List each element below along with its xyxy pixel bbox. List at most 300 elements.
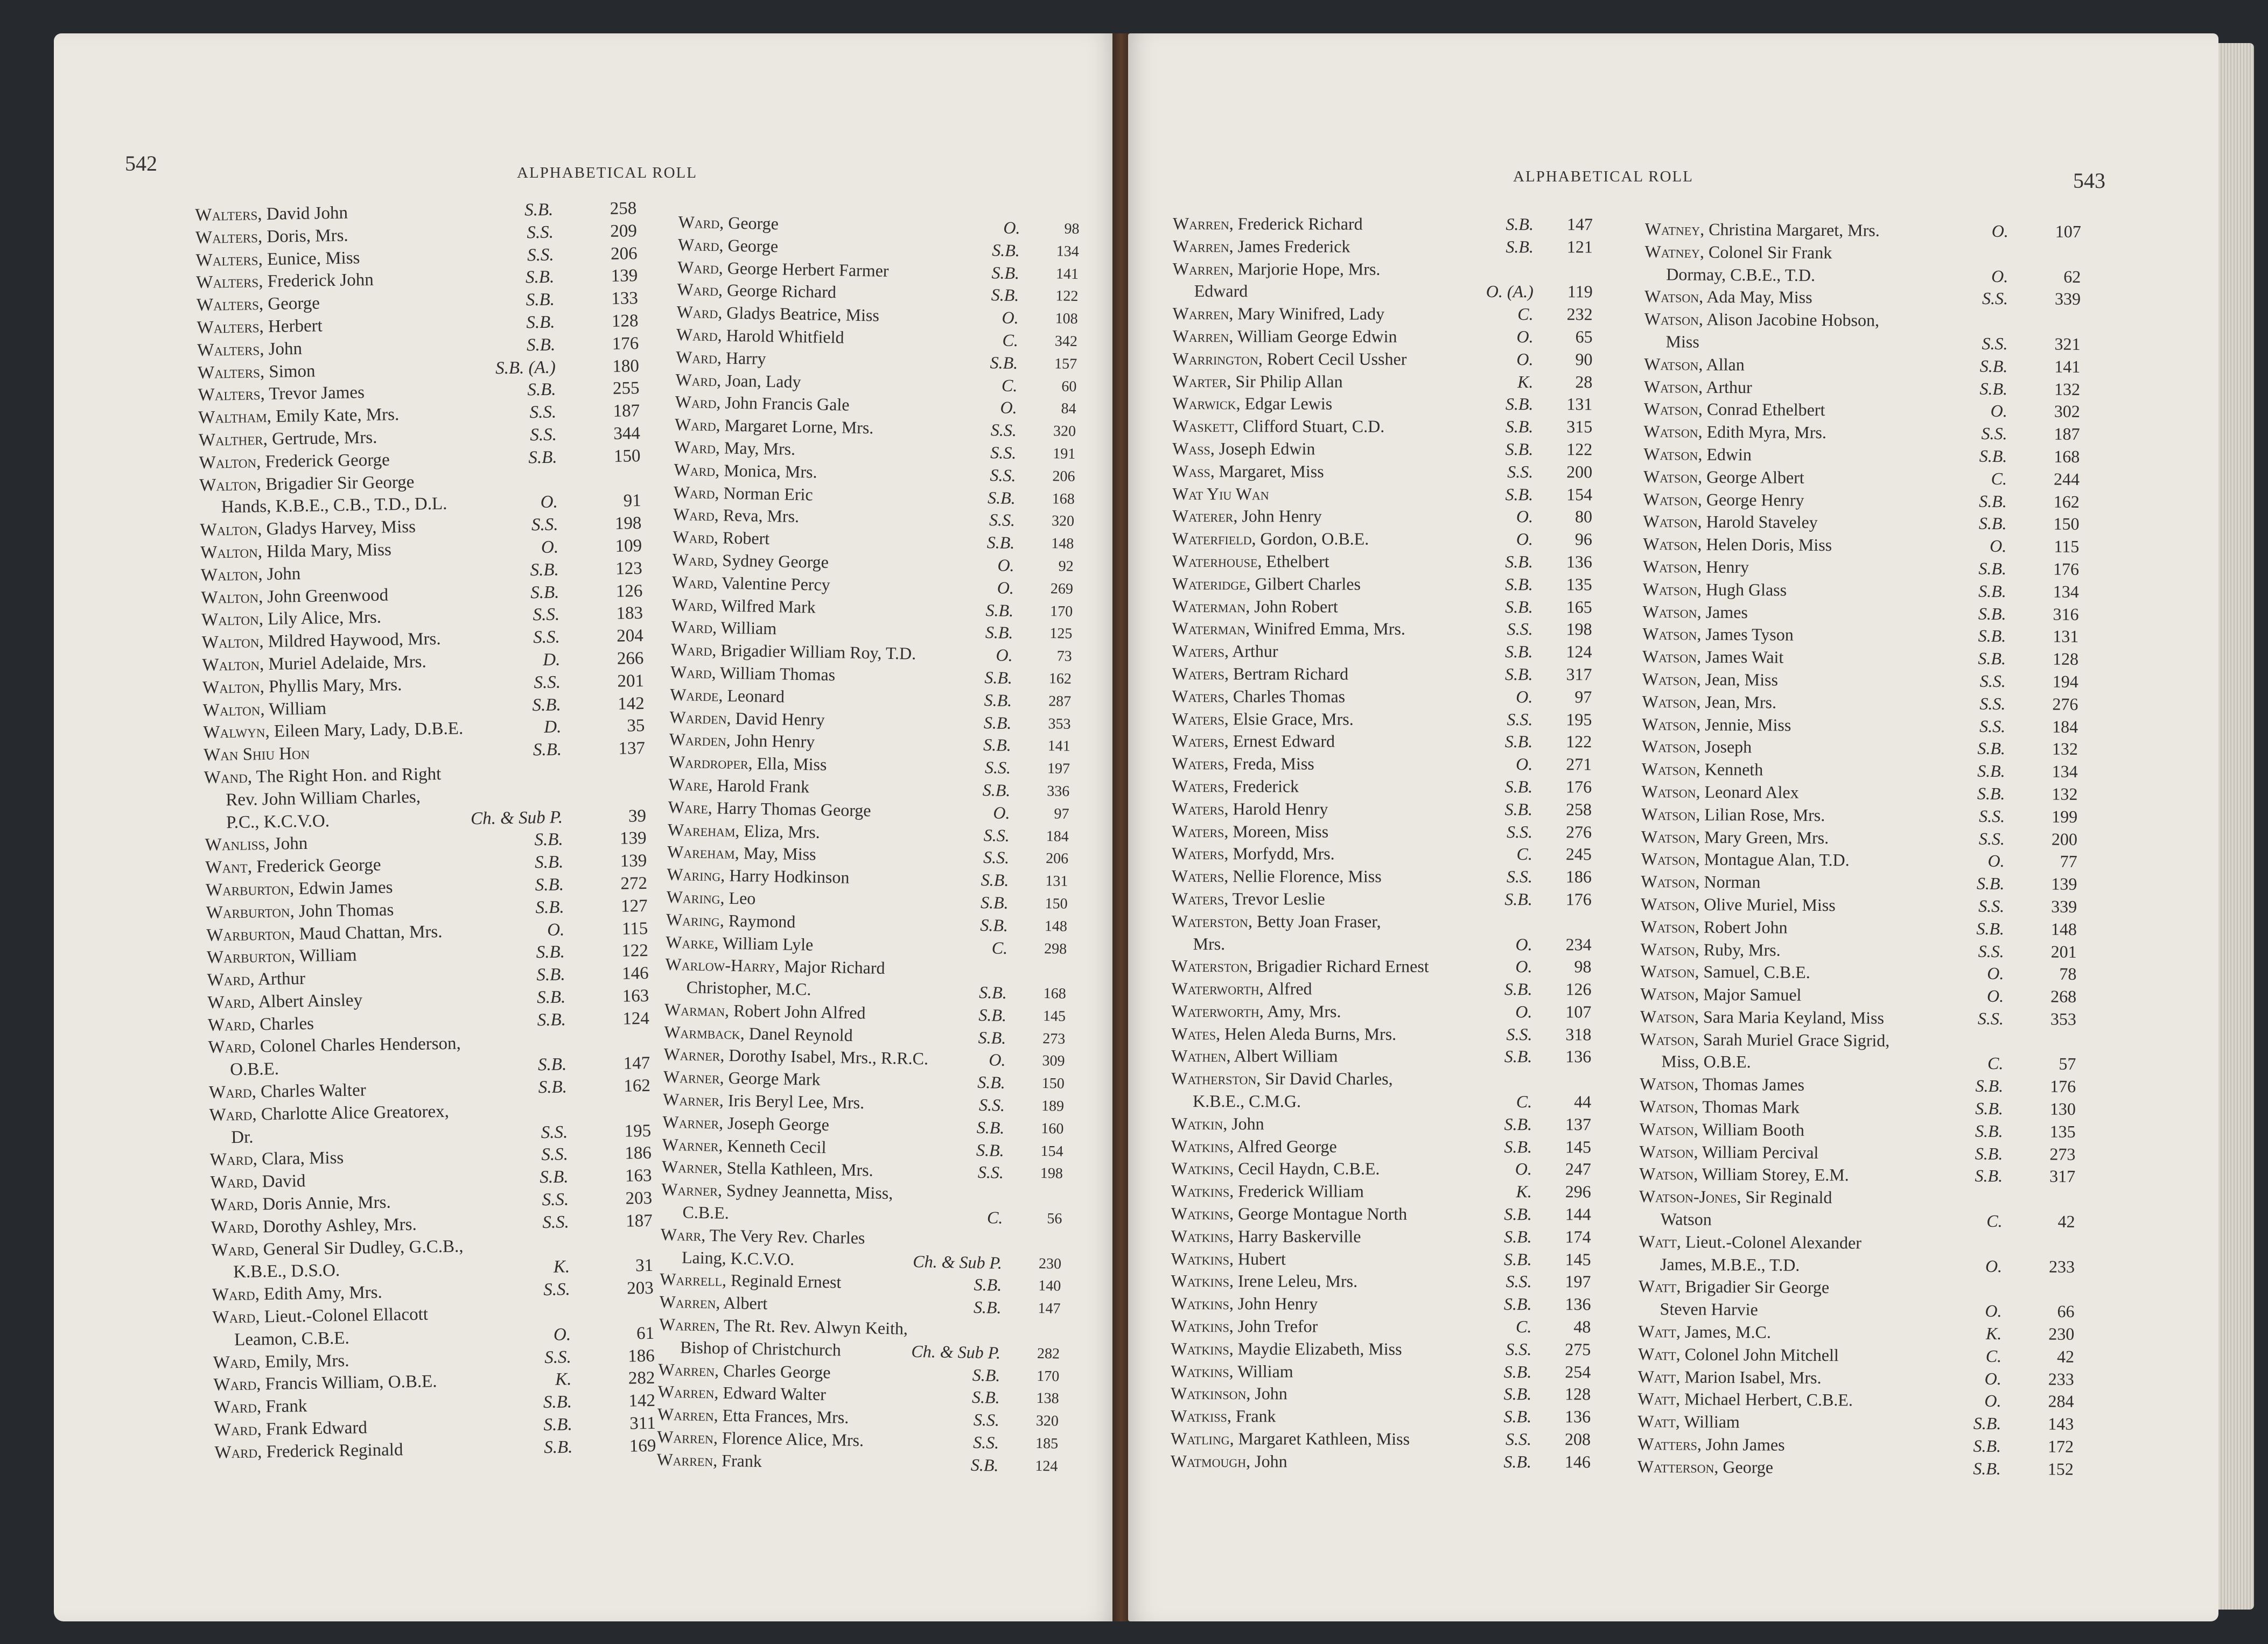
entry-forenames: , Arthur [1698,377,1752,397]
entry-name [1171,1135,1337,1158]
entry-surname: Ward [209,1149,253,1170]
entry-surname: Watson [1641,736,1697,756]
entry-forenames: , Muriel Adelaide, Mrs. [259,652,427,675]
entry-surname: Ward [214,1442,258,1463]
entry-class: S.B. [536,942,565,962]
entry-name [678,211,779,235]
entry-class: S.B. [976,1140,1004,1160]
entry-forenames: , Thomas James [1694,1074,1805,1095]
entry-class: S.S. [1979,716,2006,736]
entry-surname: Ward [213,1374,257,1395]
entry-class: S.B. [984,667,1013,687]
entry-surname: Watt [1638,1276,1677,1296]
entry-name [671,593,816,618]
entry-surname: Waters [1172,708,1224,728]
entry-forenames: , George Mark [719,1067,821,1090]
roll-entry [1171,1450,1591,1473]
entry-surname: Want [205,857,248,877]
entry-class: S.S. [978,1095,1005,1115]
entry-class: Ch. & Sub P. [911,1341,1001,1362]
entry-class: S.B. [543,1392,572,1413]
roll-entry [1642,668,2078,693]
entry-class: O. [997,555,1014,575]
entry-surname: Watson [1641,826,1696,847]
entry-class: O. [1515,1159,1532,1179]
entry-forenames: C.B.E. [682,1202,730,1223]
entry-surname: Watson [1640,961,1695,981]
entry-forenames: , Edward Walter [714,1382,827,1404]
entry-class: S.B. [1504,1204,1532,1224]
entry-class: O. [1515,1002,1532,1022]
entry-surname: Ward [674,414,717,435]
entry-forenames: , William George Edwin [1229,326,1397,346]
entry-forenames: , Robert John Alfred [724,1000,866,1023]
entry-forenames: , The Right Hon. and Right [247,764,442,787]
entry-name [214,1439,403,1464]
entry-surname: Watson [1640,1074,1695,1094]
roll-entry [1644,376,2080,401]
entry-class: O. [1986,986,2004,1006]
entry-name [1641,870,1760,894]
entry-forenames: , Bertram Richard [1224,664,1349,684]
entry-name [1171,1270,1357,1292]
entry-surname: Watson [1642,714,1697,734]
entry-surname: Waters [1172,663,1224,684]
entry-name [1171,1292,1318,1315]
entry-class: S.S. [990,465,1016,485]
entry-class: S.B. [535,897,564,917]
entry-name [1173,258,1381,280]
entry-forenames: , John [259,339,303,359]
entry-forenames: , Emily Kate, Mrs. [267,405,400,427]
entry-forenames: , David Henry [726,708,825,729]
roll-entry [1643,533,2079,558]
entry-surname: Walton [199,474,257,495]
entry-page: 162 [1048,670,1072,687]
entry-name [666,931,814,956]
entry-page: 131 [2053,626,2079,647]
entry-forenames: Steven Harvie [1660,1299,1758,1319]
entry-page: 65 [1575,327,1593,347]
entry-class: O. [540,492,558,512]
entry-page: 142 [628,1391,656,1411]
entry-surname: Ward [213,1352,256,1373]
entry-forenames: , Charles Thomas [1224,686,1346,706]
entry-name [200,516,416,542]
entry-surname: Walton [202,655,260,675]
entry-forenames: , Cecil Haydn, C.B.E. [1229,1158,1380,1179]
entry-forenames: , Emily, Mrs. [256,1351,349,1372]
entry-name [1172,775,1299,798]
entry-surname: Watkiss [1171,1406,1227,1426]
entry-surname: Waterhouse [1172,551,1258,571]
entry-forenames: , Betty Joan Fraser, [1248,911,1381,931]
entry-forenames: Watson [1660,1209,1712,1229]
entry-name [666,886,755,910]
entry-page: 168 [1043,985,1066,1002]
entry-surname: Watson [1642,601,1697,622]
entry-name [1172,842,1335,865]
entry-name [659,1336,841,1362]
entry-page: 134 [2052,761,2078,782]
entry-page: 298 [1044,940,1067,958]
entry-name [1172,820,1328,843]
entry-page: 132 [2052,739,2078,759]
entry-name [214,1417,367,1442]
entry-name [674,459,817,483]
roll-entry [1641,781,2077,806]
entry-surname: Waterman [1172,619,1246,638]
entry-forenames: , Leonard Alex [1696,782,1799,802]
entry-name [200,493,447,519]
entry-page: 152 [2047,1459,2074,1479]
entry-forenames: , Gladys Harvey, Miss [257,517,416,539]
roll-entry [1171,1225,1591,1248]
entry-class: D. [543,717,562,737]
entry-class: S.B. [1978,581,2006,601]
entry-name [1638,1298,1758,1321]
entry-class: S.S. [1982,289,2008,308]
entry-forenames: , Mary Green, Mrs. [1695,827,1829,847]
entry-surname: Ward [673,504,715,525]
entry-page: 168 [1052,490,1075,508]
entry-surname: Wareham [667,819,736,840]
entry-forenames: , Major Samuel [1695,984,1802,1004]
roll-entry [1637,1388,2074,1413]
entry-page: 230 [2048,1324,2075,1344]
roll-entry [1641,825,2077,851]
entry-name [1171,1203,1408,1226]
entry-class: S.B. [978,1004,1007,1025]
entry-page: 126 [615,581,643,601]
entry-class: S.B. [974,1275,1002,1295]
roll-entry [1171,1203,1591,1226]
entry-surname: Walters [195,205,258,225]
entry-forenames: , Alison Jacobine Hobson, [1698,309,1880,330]
entry-forenames: , Sydney George [713,550,829,572]
entry-surname: Waters [1172,754,1224,774]
entry-class: C. [1001,375,1018,395]
entry-name [213,1327,349,1352]
entry-forenames: , William [1675,1411,1740,1432]
entry-page: 287 [1048,692,1072,710]
entry-name [675,413,874,439]
entry-name [1171,1113,1264,1135]
entry-class: S.B. [1975,1076,2004,1096]
entry-forenames: , Winifred Emma, Mrs. [1245,619,1405,639]
entry-class: S.S. [541,1144,569,1165]
entry-surname: Waskett [1172,416,1234,436]
entry-surname: Warden [669,729,727,750]
entry-page: 28 [1575,371,1593,391]
entry-name [662,1156,873,1182]
roll-entry [1171,1292,1591,1316]
entry-forenames: , Sir Philip Allan [1227,371,1343,391]
entry-class: S.B. [983,712,1012,733]
entry-name [206,921,443,947]
entry-surname: Watson [1640,984,1695,1004]
entry-page: 317 [1566,664,1592,684]
entry-forenames: , Ethelbert [1257,551,1329,571]
entry-page [2017,1030,2076,1031]
entry-name [1172,910,1381,933]
entry-class: O. [541,537,559,557]
entry-forenames: , George [719,235,779,256]
entry-class: O. [1516,686,1533,706]
entry-surname: Ward [207,992,251,1013]
entry-page: 163 [625,1166,652,1186]
entry-page: 137 [1565,1114,1592,1134]
entry-page: 201 [617,671,645,691]
entry-forenames: , Frederick [1224,776,1299,796]
roll-entry [1644,263,2081,289]
entry-forenames: , Frank [1227,1406,1276,1426]
entry-name [1637,1456,1774,1479]
entry-class: S.B. [1975,1143,2003,1163]
roll-column-3 [1171,213,1593,1473]
entry-surname: Warr [660,1224,702,1245]
entry-page: 230 [1038,1255,1062,1273]
entry-page: 309 [1042,1052,1065,1070]
entry-class: O. [1991,266,2008,286]
entry-forenames: , Eliza, Mrs. [735,820,821,842]
entry-page: 258 [1566,799,1592,819]
entry-class: K. [1517,371,1534,391]
entry-name [676,324,844,349]
entry-forenames: , John [1246,1383,1287,1403]
entry-class: S.B. [1504,642,1533,662]
entry-name [214,1395,307,1420]
roll-entry [1640,1118,2076,1143]
entry-surname: Ward [209,1105,253,1125]
entry-page: 320 [1051,512,1075,530]
entry-class: S.S. [527,222,554,243]
entry-name [668,796,871,822]
entry-forenames: , Etta Frances, Mrs. [713,1405,849,1428]
book-gutter [1112,33,1130,1621]
entry-page: 121 [1566,237,1593,257]
entry-forenames: , Ella, Miss [748,753,827,775]
entry-forenames: , Charles [250,1014,314,1035]
entry-surname: Warren [659,1314,716,1335]
entry-class: S.B. [1505,552,1533,572]
entry-forenames: , Brigadier Richard Ernest [1248,956,1429,976]
entry-forenames: , Lilian Rose, Mrs. [1696,804,1825,825]
entry-class: S.B. [538,1077,568,1098]
entry-forenames: , Harold Staveley [1697,511,1818,532]
roll-entry [1172,932,1592,956]
entry-surname: Ward [671,594,713,615]
entry-name [1640,1095,1800,1119]
entry-name [1172,640,1278,663]
entry-name [1172,865,1382,888]
entry-forenames: , Joseph George [718,1113,830,1135]
entry-class: O. [1516,327,1534,347]
roll-entry [1642,735,2078,761]
entry-name [1642,623,1794,647]
entry-page: 137 [618,739,646,758]
entry-page: 48 [1573,1317,1591,1337]
entry-surname: Watters [1637,1434,1698,1454]
entry-surname: Watson [1644,309,1699,329]
entry-name [208,1013,314,1037]
entry-forenames: , Brigadier William Roy, T.D. [712,640,916,663]
entry-page [2021,310,2081,311]
entry-class: S.B. [1977,761,2005,781]
entry-forenames: , Ernest Edward [1224,731,1335,751]
roll-column-4 [1637,218,2081,1481]
entry-page: 136 [1565,1046,1592,1066]
entry-surname: Walther [198,430,263,450]
entry-class: S.B. [526,335,556,355]
roll-entry [1172,798,1592,821]
entry-name [1640,1006,1884,1030]
entry-forenames: , Irene Leleu, Mrs. [1229,1271,1358,1291]
entry-name [199,427,377,452]
entry-surname: Watson [1643,399,1699,419]
entry-name [672,549,829,574]
entry-page: 315 [1566,417,1593,437]
entry-forenames: , Hugh Glass [1697,579,1787,600]
roll-entry [1172,910,1592,933]
entry-class: S.S. [533,627,560,648]
entry-page: 195 [1566,709,1592,729]
entry-surname: Warren [658,1359,715,1380]
entry-class: S.B. [534,852,564,873]
entry-class: S.B. [1978,603,2006,623]
entry-surname: Watson [1644,286,1699,307]
entry-name [1644,241,1832,264]
entry-class: S.S. [533,605,560,625]
entry-page: 90 [1575,349,1593,369]
entry-forenames: , Alfred George [1229,1136,1337,1156]
entry-forenames: , General Sir Dudley, G.C.B., [254,1236,464,1260]
entry-page: 209 [610,221,638,241]
entry-class: S.S. [1507,461,1534,481]
entry-surname: Ware [668,797,709,817]
entry-class: S.B. [980,915,1009,935]
entry-class: S.S. [990,420,1017,440]
entry-class: C. [1985,1346,2002,1366]
entry-page: 268 [2050,986,2077,1007]
roll-entry [1641,870,2077,896]
entry-page: 138 [1036,1390,1059,1408]
roll-entry [1172,595,1592,619]
entry-name [1172,573,1361,595]
entry-forenames: , Trevor Leslie [1224,889,1325,909]
entry-page: 201 [2050,942,2077,961]
entry-class: S.B. [1978,626,2006,646]
entry-surname: Warner [663,1067,720,1087]
entry-page: 124 [1035,1457,1058,1475]
entry-page: 187 [613,401,640,421]
entry-forenames: , John Henry [1233,506,1322,526]
entry-forenames: , Hubert [1229,1248,1286,1269]
entry-class: C. [1516,844,1532,864]
entry-surname: Walton [201,587,259,608]
entry-page: 168 [2054,446,2080,466]
entry-forenames: , May, Mrs. [715,438,796,459]
entry-page [2016,1188,2075,1189]
entry-forenames: , John Greenwood [258,585,389,607]
entry-page: 84 [1061,400,1076,418]
entry-forenames: , Henry [1697,557,1749,577]
entry-surname: Ward [670,662,712,683]
entry-surname: Watson [1642,579,1698,599]
entry-forenames: , The Very Rev. Charles [701,1225,865,1248]
roll-entry [1172,685,1592,708]
entry-name [662,1111,829,1136]
entry-page: 150 [1045,895,1068,912]
entry-class: C. [1987,1053,2004,1073]
roll-entry [1641,938,2077,963]
entry-page: 146 [1564,1452,1591,1472]
entry-class: C. [991,937,1008,958]
entry-page: 184 [2052,716,2078,736]
entry-surname: Watkins [1171,1294,1229,1313]
roll-entry [1172,573,1592,596]
entry-surname: Warburton [206,946,291,968]
roll-entry [1643,510,2079,536]
entry-name [1639,1275,1830,1299]
roll-entry [1171,1270,1591,1293]
entry-class: O. [1984,1391,2001,1411]
entry-name [195,202,348,227]
entry-forenames: K.B.E., D.S.O. [233,1261,340,1282]
entry-page: 273 [1042,1030,1066,1048]
roll-entry [1171,978,1591,1001]
entry-forenames: , Albert Ainsley [250,990,363,1012]
entry-surname: Ward [211,1240,255,1260]
entry-surname: Watterson [1637,1456,1714,1477]
entry-class: S.S. [542,1190,569,1210]
entry-class: S.S. [531,515,558,535]
entry-surname: Ward [214,1420,257,1440]
entry-class: S.B. [524,200,554,220]
entry-name [202,674,402,700]
roll-entry [1643,466,2080,491]
entry-forenames: , George Henry [1697,489,1804,510]
entry-class: S.B. [535,875,564,895]
entry-surname: Ward [210,1172,254,1193]
entry-page: 123 [615,558,642,579]
entry-page: 208 [1564,1429,1591,1449]
entry-class: Ch. & Sub P. [913,1251,1003,1273]
entry-forenames: , Gladys Beatrice, Miss [718,303,880,325]
entry-page: 197 [1047,760,1070,777]
entry-name [670,661,836,686]
entry-surname: Wanliss [205,834,265,855]
entry-surname: Wan Shiu Hon [203,743,310,765]
entry-page: 136 [1565,1407,1591,1427]
entry-page: 107 [2055,221,2081,241]
entry-surname: Ward [207,1015,251,1035]
entry-class: S.B. [1976,873,2005,894]
entry-class: O. [553,1325,571,1345]
entry-forenames: , Jean, Mrs. [1696,692,1777,712]
entry-page: 135 [2049,1121,2076,1141]
roll-entry [1171,1113,1591,1136]
entry-surname: Warren [1172,236,1229,256]
entry-class: S.S. [1507,709,1533,729]
entry-name [1638,1320,1771,1344]
entry-page: 42 [2057,1211,2075,1231]
roll-entry [1641,893,2077,918]
entry-class: O. [1000,397,1018,418]
entry-forenames: , Samuel, C.B.E. [1695,961,1810,982]
entry-class: S.B. [1506,236,1534,256]
entry-class: S.B. [1979,356,2008,376]
